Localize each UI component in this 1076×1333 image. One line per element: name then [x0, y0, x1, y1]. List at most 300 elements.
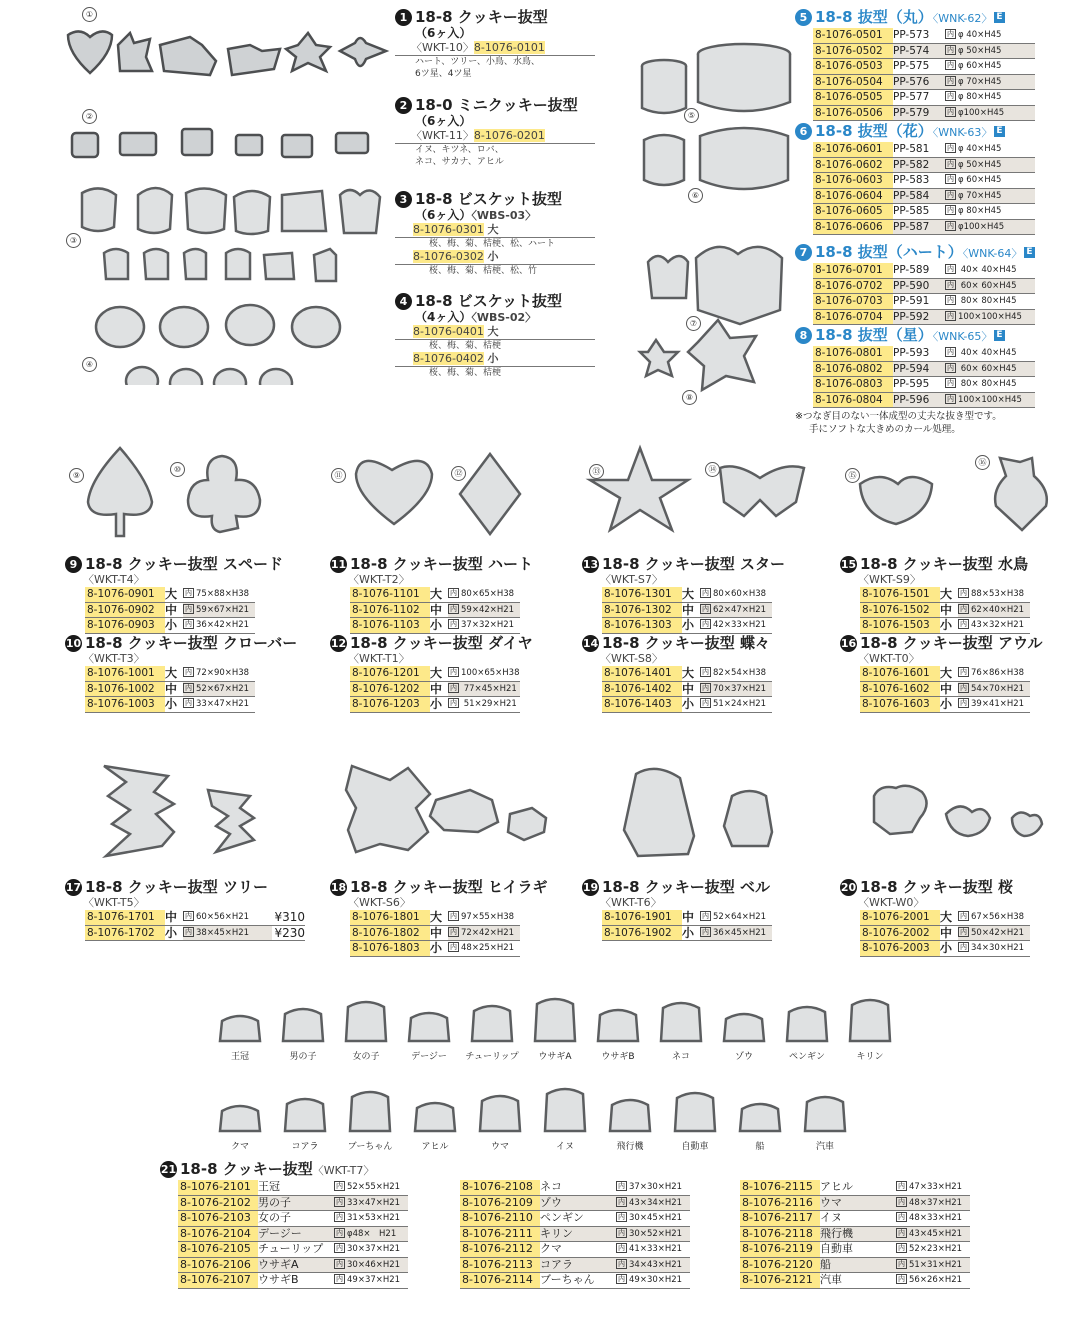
table-row — [740, 1196, 970, 1212]
size-spec — [896, 1196, 970, 1211]
size-label: 小 — [430, 941, 443, 955]
product-9 — [65, 555, 315, 634]
size-spec — [945, 263, 1035, 278]
cutter-caption: チューリップ — [465, 1052, 519, 1062]
image-number: ⑨ — [69, 468, 84, 483]
table-row — [602, 910, 772, 926]
product-code: 8-1076-1203 — [350, 697, 430, 712]
table-row — [740, 1227, 970, 1243]
pp-code: PP-575 — [893, 60, 930, 72]
product-code: 8-1076-1802 — [350, 926, 430, 941]
product-title: 18-8 クッキー抜型 スペード — [85, 555, 283, 573]
animal-cutters-row-1 — [200, 985, 900, 1070]
pp-code: PP-584 — [893, 189, 945, 204]
product-title: 18-8 クッキー抜型 — [415, 8, 548, 26]
model-number: 〈WNK-65〉 — [932, 330, 993, 343]
product-code: 8-1076-0901 — [85, 587, 165, 602]
animal-cutter — [651, 985, 711, 1062]
product-2 — [395, 96, 595, 168]
table-row — [860, 941, 1030, 957]
size-spec — [183, 697, 255, 712]
item-name: ネコ — [540, 1180, 562, 1193]
image-number: ⑧ — [682, 390, 697, 405]
e-badge: E — [996, 12, 1003, 22]
cutter-caption: 飛行機 — [616, 1142, 644, 1152]
product-desc: イヌ、キツネ、ロバ、 — [415, 145, 504, 155]
product-20 — [840, 878, 1070, 957]
size-spec — [700, 926, 772, 941]
table-row — [813, 106, 1035, 122]
pp-code: PP-594 — [893, 362, 945, 377]
size-spec — [183, 926, 272, 941]
cutter-outline — [409, 1013, 449, 1041]
product-code: 8-1076-2120 — [740, 1258, 820, 1273]
size-spec — [448, 926, 520, 941]
badge: 7 — [795, 244, 812, 261]
inner-size-mark: 内 — [960, 943, 967, 951]
model-number: 〈WKT-S6〉 — [348, 896, 411, 909]
size-value: 75×88×H38 — [196, 589, 250, 599]
size-spec — [616, 1273, 690, 1288]
product-code: 8-1076-1303 — [602, 618, 682, 633]
size-value: 48×37×H21 — [909, 1197, 963, 1208]
size-value: 37×32×H21 — [461, 620, 515, 630]
size-spec — [945, 310, 1035, 325]
cutter-caption: ウマ — [490, 1142, 509, 1152]
inner-size-mark: 内 — [450, 620, 457, 628]
item-name: ゾウ — [540, 1196, 616, 1211]
cutter-shape — [525, 985, 585, 1045]
table-row — [460, 1242, 690, 1258]
badge: 21 — [160, 1163, 177, 1176]
size-value: φ48× H21 — [347, 1228, 397, 1239]
size-value: φ 40×H45 — [958, 144, 1002, 154]
product-code: 8-1076-0506 — [813, 106, 893, 121]
size-value: 43×34×H21 — [629, 1197, 683, 1208]
size-value: 80× 80×H45 — [958, 379, 1017, 389]
cutter-shape — [795, 1075, 855, 1135]
size-spec — [700, 910, 772, 925]
table-row — [813, 204, 1035, 220]
inner-size-mark: 内 — [336, 1259, 343, 1268]
product-code: 8-1076-2108 — [460, 1180, 540, 1195]
product-code: 8-1076-1402 — [602, 682, 682, 697]
pp-code: PP-596 — [893, 393, 945, 408]
cutter-caption: ネコ — [671, 1052, 690, 1062]
size-spec — [334, 1227, 408, 1242]
size-value: 72×90×H38 — [196, 668, 250, 678]
inner-size-mark: 内 — [898, 1244, 905, 1252]
e-badge: E — [996, 330, 1003, 340]
size-value: 48×33×H21 — [909, 1213, 963, 1223]
product-desc: ネコ、サカナ、アヒル — [415, 157, 504, 167]
pp-code: PP-582 — [893, 158, 945, 173]
cutter-caption: ブーちゃん — [347, 1142, 393, 1152]
size-spec — [958, 603, 1030, 618]
e-badge: E — [996, 126, 1003, 136]
size-value: 62×47×H21 — [713, 604, 767, 615]
pp-code: PP-573 — [893, 29, 930, 41]
table-row — [602, 618, 772, 634]
size-value: φ 60×H45 — [958, 175, 1002, 185]
size-spec — [945, 362, 1035, 377]
cutter-shape — [470, 1075, 530, 1135]
size-spec — [616, 1180, 690, 1195]
size-spec — [448, 910, 520, 925]
item-name: 王冠 — [258, 1180, 280, 1193]
image-number: ① — [82, 7, 97, 22]
product-code: 8-1076-0701 — [813, 263, 893, 278]
cutter-outline — [598, 1010, 638, 1041]
inner-size-mark: 内 — [702, 589, 709, 597]
size-spec — [448, 682, 520, 697]
size-spec — [945, 158, 1035, 173]
table-row — [740, 1180, 970, 1196]
size-spec — [700, 682, 772, 697]
product-code: 8-1076-0601 — [813, 142, 893, 157]
product-code: 8-1076-1001 — [85, 666, 165, 681]
product-code: 8-1076-2116 — [740, 1196, 820, 1211]
cutter-caption: クマ — [230, 1142, 249, 1152]
product-title: 18-8 クッキー抜型 水鳥 — [860, 555, 1028, 573]
size-value: 30×52×H21 — [629, 1228, 683, 1239]
product-desc: 桜、梅、菊、桔梗 — [429, 368, 502, 378]
pp-code: PP-591 — [893, 295, 930, 307]
pp-code: PP-593 — [893, 347, 930, 359]
product-code: 8-1076-0201 — [473, 129, 545, 142]
product-subtitle: （6ヶ入） — [415, 26, 472, 40]
inner-size-mark: 内 — [898, 1228, 905, 1237]
product-14 — [582, 634, 832, 713]
size-value: 67×56×H38 — [971, 912, 1025, 922]
product-code: 8-1076-2104 — [178, 1227, 258, 1242]
size-label: 中 — [682, 910, 695, 924]
product-code: 8-1076-2113 — [460, 1258, 540, 1273]
size-value: 38×45×H21 — [196, 927, 250, 938]
inner-size-mark: 内 — [702, 604, 709, 613]
product-code: 8-1076-0801 — [813, 346, 893, 361]
table-row — [85, 603, 255, 619]
inner-size-mark: 内 — [185, 620, 192, 628]
product-code: 8-1076-0602 — [813, 158, 893, 173]
size-spec — [183, 910, 272, 925]
product-code: 8-1076-1701 — [85, 910, 165, 925]
product-code: 8-1076-1103 — [350, 618, 430, 633]
badge: 1 — [395, 9, 412, 26]
cutter-shape — [588, 985, 648, 1045]
cutter-caption: 船 — [755, 1142, 765, 1152]
model-number: 〈WKT-T5〉 — [83, 896, 145, 909]
table-row — [460, 1273, 690, 1289]
size-value: φ100×H45 — [958, 221, 1005, 232]
animal-cutter — [462, 985, 522, 1062]
size-label: 中 — [430, 602, 443, 617]
product-21 — [160, 1160, 420, 1180]
table-row — [860, 587, 1030, 603]
table-row — [813, 263, 1035, 279]
product-code: 8-1076-1503 — [860, 618, 940, 633]
size-value: 51×29×H21 — [461, 699, 517, 709]
product-title: 18-8 クッキー抜型 ハート — [350, 555, 533, 573]
table-row — [602, 697, 772, 713]
inner-size-mark: 内 — [185, 927, 192, 936]
size-label: 大 — [940, 910, 953, 924]
item-name: 汽車 — [820, 1273, 842, 1286]
size-value: 33×47×H21 — [347, 1197, 401, 1208]
size-value: 40× 40×H45 — [958, 348, 1017, 358]
product-11 — [330, 555, 580, 634]
price: ¥230 — [274, 925, 305, 940]
inner-size-mark: 内 — [947, 175, 954, 183]
table-row — [350, 618, 520, 634]
animal-cutter — [714, 985, 774, 1062]
model-number: 〈WNK-62〉 — [932, 12, 993, 25]
table-row — [460, 1196, 690, 1212]
size-value: 97×55×H38 — [461, 912, 515, 922]
size-spec — [334, 1211, 408, 1226]
table-row — [813, 220, 1035, 236]
item-name: 飛行機 — [820, 1227, 896, 1242]
size-spec — [334, 1196, 408, 1211]
table-row — [740, 1211, 970, 1227]
inner-size-mark: 内 — [898, 1259, 905, 1268]
inner-size-mark: 内 — [947, 265, 954, 273]
inner-size-mark: 内 — [618, 1259, 625, 1268]
cutter-shape — [714, 985, 774, 1045]
inner-size-mark: 内 — [336, 1228, 343, 1237]
size-value: 30×45×H21 — [629, 1213, 683, 1223]
table-row — [860, 618, 1030, 634]
table-row — [85, 618, 255, 634]
cutter-shape — [275, 1075, 335, 1135]
table-row — [85, 697, 255, 713]
size-value: 49×37×H21 — [347, 1275, 401, 1285]
product-code: 8-1076-0301 — [413, 223, 484, 236]
size-label: 中 — [940, 925, 953, 940]
size-value: φ100×H45 — [958, 107, 1005, 118]
cutter-shape — [340, 1075, 400, 1135]
model-number: 〈WKT-W0〉 — [858, 896, 925, 909]
product-code: 8-1076-1002 — [85, 682, 165, 697]
size-value: 80×60×H38 — [713, 589, 767, 599]
product-code: 8-1076-1601 — [860, 666, 940, 681]
size-spec — [945, 189, 1035, 204]
ring-cutter-tables — [795, 8, 1035, 436]
inner-size-mark: 内 — [947, 379, 954, 387]
table-row — [85, 587, 255, 603]
image-number: ⑫ — [451, 466, 466, 481]
product-code: 8-1076-2001 — [860, 910, 940, 925]
size-label: 中 — [430, 681, 443, 696]
inner-size-mark: 内 — [960, 927, 967, 936]
product-10 — [65, 634, 315, 713]
size-spec — [945, 279, 1035, 294]
inner-size-mark: 内 — [947, 363, 954, 372]
size-spec — [945, 106, 1035, 121]
table-row — [860, 682, 1030, 698]
product-code: 8-1076-2003 — [860, 941, 940, 956]
cutter-outline — [220, 1106, 260, 1131]
size-value: φ 50×H45 — [958, 159, 1002, 170]
size-value: 30×46×H21 — [347, 1259, 401, 1270]
size-spec — [700, 666, 772, 681]
cutter-shape — [777, 985, 837, 1045]
size-spec — [700, 697, 772, 712]
product-code: 8-1076-2105 — [178, 1242, 258, 1257]
inner-size-mark: 内 — [947, 30, 954, 38]
inner-size-mark: 内 — [960, 668, 967, 676]
size-spec — [700, 587, 772, 602]
table-row — [740, 1258, 970, 1274]
inner-size-mark: 内 — [450, 912, 457, 920]
product-title: 18-8 抜型（丸） — [815, 8, 933, 26]
product-code: 8-1076-1501 — [860, 587, 940, 602]
table-row — [813, 377, 1035, 393]
product-code: 8-1076-0702 — [813, 279, 893, 294]
cutter-outline — [661, 1003, 701, 1041]
cutter-outline — [346, 1002, 386, 1041]
size-value: 48×25×H21 — [461, 943, 515, 953]
product-code: 8-1076-0803 — [813, 377, 893, 392]
inner-size-mark: 内 — [947, 61, 954, 69]
product-19 — [582, 878, 832, 941]
inner-size-mark: 内 — [947, 107, 954, 116]
inner-size-mark: 内 — [185, 912, 192, 920]
pp-code: PP-585 — [893, 205, 930, 217]
image-number: ⑮ — [845, 468, 860, 483]
table-row — [860, 603, 1030, 619]
size-spec — [616, 1258, 690, 1273]
table-row — [813, 346, 1035, 362]
size-spec — [183, 603, 255, 618]
size-spec — [616, 1196, 690, 1211]
cutter-outline — [535, 999, 575, 1041]
size-value: φ 50×H45 — [958, 45, 1002, 56]
table-row — [178, 1242, 408, 1258]
product-code: 8-1076-2107 — [178, 1273, 258, 1288]
pp-code: PP-576 — [893, 75, 945, 90]
model-number: 〈WKT-S7〉 — [600, 573, 663, 586]
size-value: 43×32×H21 — [971, 620, 1025, 630]
table-row — [813, 28, 1035, 44]
product-code: 8-1076-2119 — [740, 1242, 820, 1257]
product-code: 8-1076-0302 — [413, 250, 484, 263]
size-value: 88×53×H38 — [971, 589, 1025, 599]
product-code: 8-1076-2115 — [740, 1180, 820, 1195]
size-label: 中 — [165, 910, 178, 924]
table-row — [178, 1273, 408, 1289]
inner-size-mark: 内 — [898, 1197, 905, 1206]
product-code: 8-1076-0802 — [813, 362, 893, 377]
table-row — [860, 910, 1030, 926]
product-21-col-1 — [178, 1180, 408, 1289]
table-row — [85, 926, 305, 942]
cutter-caption: イヌ — [555, 1142, 574, 1152]
inner-size-mark: 内 — [185, 589, 192, 597]
product-15 — [840, 555, 1070, 634]
badge: 9 — [65, 556, 82, 573]
product-subtitle: （4ヶ入） — [415, 310, 472, 324]
inner-size-mark: 内 — [185, 668, 192, 676]
product-code: 8-1076-1403 — [602, 697, 682, 712]
animal-cutter — [777, 985, 837, 1062]
size-label: 大 — [430, 666, 443, 680]
badge: 4 — [395, 293, 412, 310]
product-desc: 桜、梅、菊、桔梗、松、ハート — [429, 239, 556, 249]
inner-size-mark: 内 — [450, 589, 457, 597]
model-number: 〈WBS-03〉 — [471, 209, 537, 222]
size-value: φ 80×H45 — [958, 206, 1002, 216]
image-number: ⑦ — [686, 316, 701, 331]
cutter-outline — [805, 1097, 845, 1131]
product-desc: 桜、梅、菊、桔梗 — [429, 341, 502, 351]
table-row — [813, 294, 1035, 310]
cutter-caption: 王冠 — [230, 1052, 249, 1062]
badge: 13 — [582, 558, 599, 571]
size-label: 大 — [940, 666, 953, 680]
table-row — [602, 682, 772, 698]
inner-size-mark: 内 — [947, 92, 954, 100]
inner-size-mark: 内 — [947, 76, 954, 85]
badge: 8 — [795, 327, 812, 344]
size-label: 中 — [165, 602, 178, 617]
product-title: 18-8 ビスケット抜型 — [415, 292, 563, 310]
ring-cutters-photo — [630, 40, 800, 410]
animal-cutter — [535, 1075, 595, 1152]
product-17 — [65, 878, 315, 941]
item-name: 男の子 — [258, 1196, 334, 1211]
table-row — [740, 1273, 970, 1289]
size-value: 82×54×H38 — [713, 668, 767, 678]
size-label: 大 — [940, 587, 953, 601]
inner-size-mark: 内 — [702, 668, 709, 676]
cutter-caption: 自動車 — [681, 1142, 709, 1152]
inner-size-mark: 内 — [618, 1213, 625, 1221]
product-7 — [795, 243, 1035, 325]
pp-code: PP-589 — [893, 264, 930, 276]
inner-size-mark: 内 — [898, 1213, 905, 1221]
note: 手にソフトな大きめのカール処理。 — [809, 424, 961, 435]
size-spec — [958, 941, 1030, 956]
item-name: コアラ — [540, 1258, 616, 1273]
animal-cutter — [525, 985, 585, 1062]
cutter-shape — [399, 985, 459, 1045]
inner-size-mark: 内 — [947, 45, 954, 54]
size-spec — [448, 618, 520, 633]
size-spec — [945, 90, 1035, 105]
cutter-outline — [675, 1093, 715, 1131]
product-code: 8-1076-0902 — [85, 603, 165, 618]
badge: 16 — [840, 637, 857, 650]
table-row — [460, 1211, 690, 1227]
inner-size-mark: 内 — [898, 1275, 905, 1283]
item-name: ブーちゃん — [540, 1273, 595, 1286]
inner-size-mark: 内 — [960, 620, 967, 628]
inner-size-mark: 内 — [947, 394, 954, 403]
size-spec — [616, 1242, 690, 1257]
item-name: アヒル — [820, 1180, 853, 1193]
size-spec — [448, 941, 520, 956]
size-spec — [945, 204, 1035, 219]
size-value: 50×42×H21 — [971, 927, 1025, 938]
cutter-shape — [210, 1075, 270, 1135]
size-value: 31×53×H21 — [347, 1213, 401, 1223]
product-code: 8-1076-0804 — [813, 393, 893, 408]
inner-size-mark: 内 — [702, 927, 709, 936]
product-desc: 6ツ星、4ツ星 — [415, 69, 472, 79]
product-code: 8-1076-2118 — [740, 1227, 820, 1242]
size-value: 37×30×H21 — [629, 1182, 683, 1192]
